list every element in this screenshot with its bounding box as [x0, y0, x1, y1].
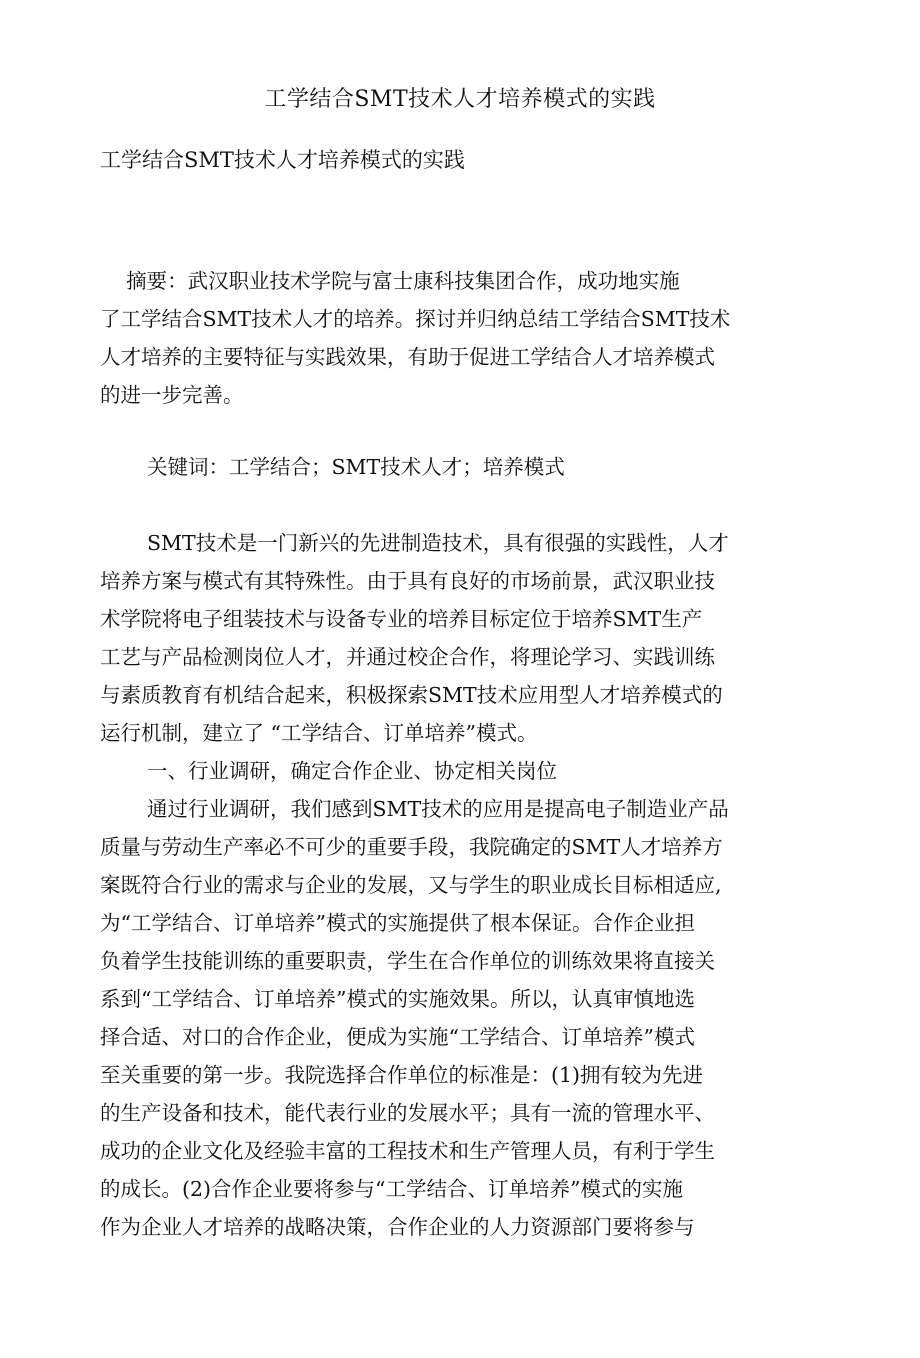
document-subtitle: 工学结合SMT技术人才培养模式的实践: [100, 148, 465, 172]
section-heading: [100, 752, 810, 790]
body-line: 与素质教育有机结合起来，积极探索SMT技术应用型人才培养模式的: [100, 683, 723, 707]
body-line: 术学院将电子组装技术与设备专业的培养目标定位于培养SMT生产: [100, 607, 703, 631]
body-line: 的成长。(2)合作企业要将参与“工学结合、订单培养”模式的实施: [100, 1177, 683, 1201]
body-line: 培养方案与模式有其特殊性。由于具有良好的市场前景，武汉职业技: [100, 569, 715, 593]
body-line: 至关重要的第一步。我院选择合作单位的标准是：(1)拥有较为先进: [100, 1063, 704, 1087]
keywords-line: [100, 448, 810, 486]
section-heading-text: 一、行业调研，确定合作企业、协定相关岗位: [147, 759, 557, 783]
abstract-line: 摘要：武汉职业技术学院与富士康科技集团合作，成功地实施: [100, 269, 680, 293]
body-line: 作为企业人才培养的战略决策，合作企业的人力资源部门要将参与: [100, 1215, 695, 1239]
abstract-line: 了工学结合SMT技术人才的培养。探讨并归纳总结工学结合SMT技术: [100, 307, 731, 331]
body-line: 负着学生技能训练的重要职责，学生在合作单位的训练效果将直接关: [100, 949, 715, 973]
body-line: SMT技术是一门新兴的先进制造技术，具有很强的实践性，人才: [147, 531, 729, 555]
body-line: 择合适、对口的合作企业，便成为实施“工学结合、订单培养”模式: [100, 1025, 695, 1049]
body-line: 成功的企业文化及经验丰富的工程技术和生产管理人员，有利于学生: [100, 1139, 715, 1163]
document-title: 工学结合SMT技术人才培养模式的实践: [264, 87, 656, 112]
body-line: 案既符合行业的需求与企业的发展，又与学生的职业成长目标相适应,: [100, 873, 722, 897]
body-paragraph-2: [100, 790, 810, 1246]
abstract-line: 人才培养的主要特征与实践效果，有助于促进工学结合人才培养模式: [100, 345, 715, 369]
abstract-paragraph: [100, 262, 810, 414]
body-line: 运行机制，建立了 “工学结合、订单培养”模式。: [100, 721, 538, 745]
body-line: 通过行业调研，我们感到SMT技术的应用是提高电子制造业产品: [147, 797, 729, 821]
body-line: 为“工学结合、订单培养”模式的实施提供了根本保证。合作企业担: [100, 911, 695, 935]
body-line: 的生产设备和技术，能代表行业的发展水平；具有一流的管理水平、: [100, 1101, 715, 1125]
abstract-line: 的进一步完善。: [100, 383, 244, 407]
body-line: 工艺与产品检测岗位人才，并通过校企合作，将理论学习、实践训练: [100, 645, 715, 669]
keywords-text: 关键词：工学结合；SMT技术人才；培养模式: [147, 455, 565, 479]
body-line: 质量与劳动生产率必不可少的重要手段，我院确定的SMT人才培养方: [100, 835, 723, 859]
body-paragraph-1: [100, 524, 810, 752]
body-line: 系到“工学结合、订单培养”模式的实施效果。所以，认真审慎地选: [100, 987, 695, 1011]
